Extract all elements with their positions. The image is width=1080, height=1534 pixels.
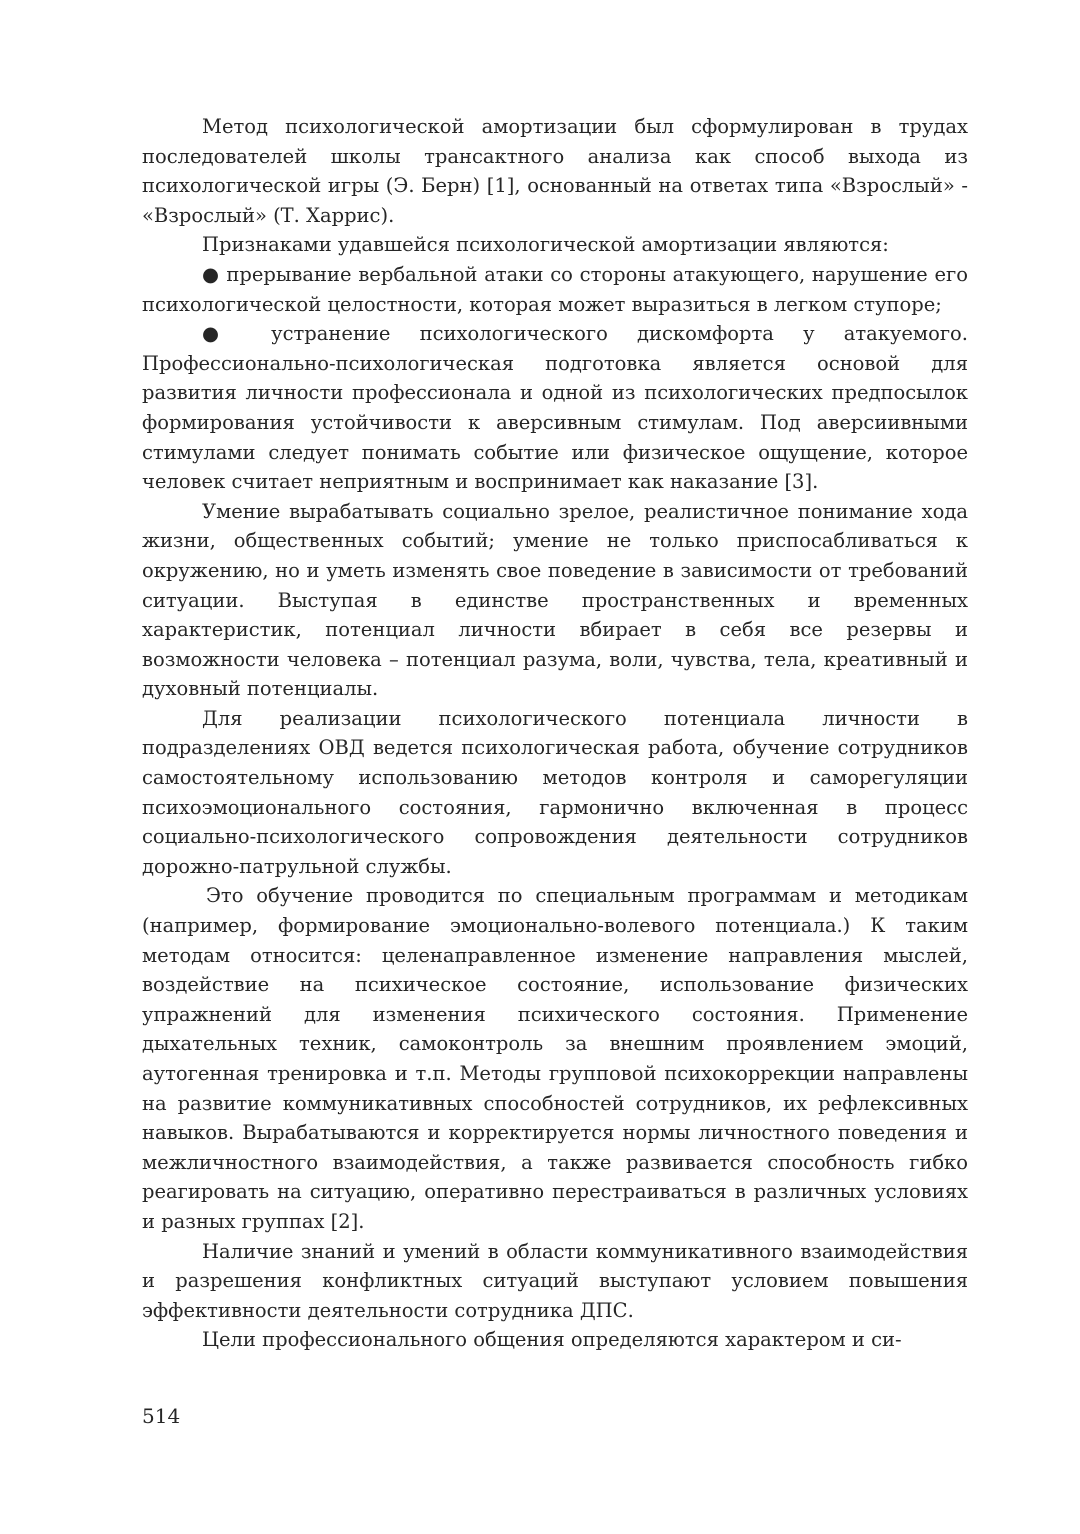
bullet-item-2: ● устранение психологического дискомфорта у атакуемого. Профессионально-психологическая подготовка является основой для развития личности профессионала и одной из психологических предпосылок формирования устойчивости к аверсивным стимулам. Под аверсиивными стимулами следует понимать событие или физическое ощущение, которое человек считает неприятным и воспринимает как наказание [3]. bbox=[142, 322, 968, 494]
paragraph-2: Признаками удавшейся психологической амортизации являются: bbox=[202, 233, 889, 257]
page-number: 514 bbox=[142, 1404, 181, 1428]
paragraph-6: Наличие знаний и умений в области коммуникативного взаимодействия и разрешения конфликтных ситуаций выступают условием повышения эффективности деятельности сотрудника ДПС. bbox=[142, 1239, 968, 1322]
paragraph-4: Для реализации психологического потенциала личности в подразделениях ОВД ведется психологическая работа, обучение сотрудников самостоятельному использованию методов контроля и саморегуляции психоэмоционального состояния, гармонично включенная в процесс социально-психологического сопровождения деятельности сотрудников дорожно-патрульной службы. bbox=[142, 706, 968, 878]
body-text bbox=[142, 112, 968, 1355]
bullet-item-1: ● прерывание вербальной атаки со стороны атакующего, нарушение его психологической целостности, которая может выразиться в легком ступоре; bbox=[142, 262, 968, 316]
paragraph-1: Метод психологической амортизации был сформулирован в трудах последователей школы трансактного анализа как способ выхода из психологической игры (Э. Берн) [1], основанный на ответах типа «Взрослый» - «Взрослый» (Т. Харрис). bbox=[142, 115, 968, 227]
paragraph-7: Цели профессионального общения определяются характером и си- bbox=[202, 1328, 902, 1352]
paragraph-3: Умение вырабатывать социально зрелое, реалистичное понимание хода жизни, общественных событий; умение не только приспосабливаться к окружению, но и уметь изменять свое поведение в зависимости от требований ситуации. Выступая в единстве пространственных и временных характеристик, потенциал личности вбирает в себя все резервы и возможности человека – потенциал разума, воли, чувства, тела, креативный и духовный потенциалы. bbox=[142, 499, 968, 701]
paragraph-5: Это обучение проводится по специальным программам и методикам (например, формирование эмоционально-волевого потенциала.) К таким методам относится: целенаправленное изменение направления мыслей, воздействие на психическое состояние, использование физических упражнений для изменения психического состояния. Применение дыхательных техник, самоконтроль за внешним проявлением эмоций, аутогенная тренировка и т.п. Методы групповой психокоррекции направлены на развитие коммуникативных способностей сотрудников, их рефлексивных навыков. Вырабатываются и корректируется нормы личностного поведения и межличностного взаимодействия, а также развивается способность гибко реагировать на ситуацию, оперативно перестраиваться в различных условиях и разных группах [2]. bbox=[142, 884, 968, 1233]
